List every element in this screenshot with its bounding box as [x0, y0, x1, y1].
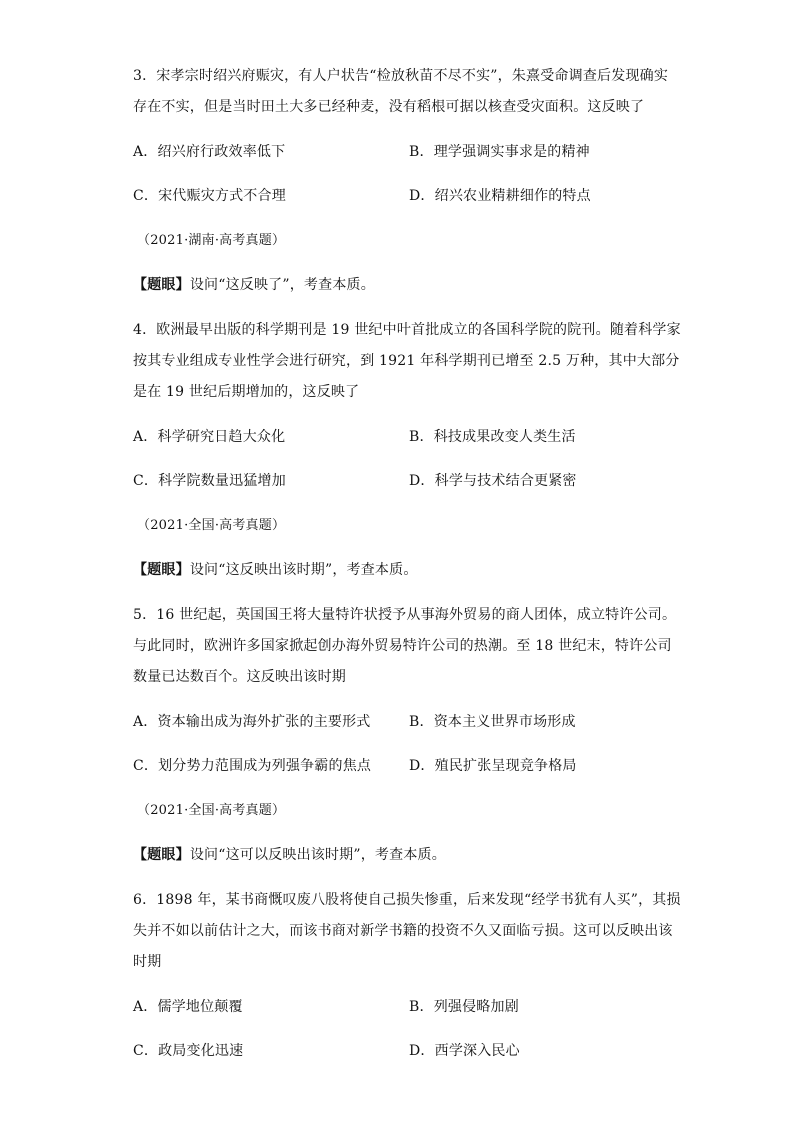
tip-label: 【题眼】: [133, 277, 190, 293]
question-5-option-d: D．殖民扩张呈现竞争格局: [409, 758, 577, 774]
question-6-stem-line-2: 失并不如以前估计之大，而该书商对新学书籍的投资不久又面临亏损。这可以反映出该: [133, 923, 673, 939]
question-5-stem-line-1: 5．16 世纪起，英国国王将大量特许状授予从事海外贸易的商人团体，成立特许公司。: [133, 607, 677, 623]
question-6-stem-line-3: 时期: [133, 954, 162, 970]
question-6-stem-line-1: 6．1898 年，某书商慨叹废八股将使自己损失惨重，后来发现“经学书犹有人买”，其损: [133, 892, 681, 908]
tip-label: 【题眼】: [133, 847, 190, 863]
question-5-option-a: A．资本输出成为海外扩张的主要形式: [133, 714, 371, 730]
question-4-stem-line-3: 是在 19 世纪后期增加的，这反映了: [133, 384, 360, 400]
question-6-option-c: C．政局变化迅速: [133, 1043, 244, 1059]
question-4-tip: [133, 560, 418, 580]
question-5-stem-line-3: 数量已达数百个。这反映出该时期: [133, 669, 346, 685]
question-6-option-a: A．儒学地位颠覆: [133, 999, 243, 1015]
question-3-option-b: B．理学强调实事求是的精神: [409, 144, 590, 160]
question-3-option-c: C．宋代赈灾方式不合理: [133, 188, 286, 204]
question-3-option-a: A．绍兴府行政效率低下: [133, 144, 286, 160]
question-3-stem-line-2: 存在不实，但是当时田土大多已经种麦，没有稻根可据以核查受灾面积。这反映了: [133, 99, 645, 115]
question-4-option-d: D．科学与技术结合更紧密: [409, 473, 577, 489]
tip-label: 【题眼】: [133, 562, 190, 578]
tip-text: 设问“这反映出该时期”，考查本质。: [189, 562, 418, 578]
question-4-option-b: B．科技成果改变人类生活: [409, 429, 576, 445]
question-3-option-d: D．绍兴农业精耕细作的特点: [409, 188, 591, 204]
question-5-option-b: B．资本主义世界市场形成: [409, 714, 576, 730]
question-4-source: （2021·全国·高考真题）: [137, 518, 286, 533]
question-4-stem-line-2: 按其专业组成专业性学会进行研究，到 1921 年科学期刊已增至 2.5 万种，其中大部分: [133, 353, 680, 369]
question-5-stem-line-2: 与此同时，欧洲许多国家掀起创办海外贸易特许公司的热潮。至 18 世纪末，特许公司: [133, 638, 672, 654]
question-3-stem-line-1: 3．宋孝宗时绍兴府赈灾，有人户状告“检放秋苗不尽不实”，朱熹受命调查后发现确实: [133, 68, 669, 84]
question-3-tip: [133, 275, 375, 295]
question-4-option-a: A．科学研究日趋大众化: [133, 429, 286, 445]
question-6-option-d: D．西学深入民心: [409, 1043, 520, 1059]
question-6-option-b: B．列强侵略加剧: [409, 999, 519, 1015]
tip-text: 设问“这可以反映出该时期”，考查本质。: [189, 847, 446, 863]
question-4-stem-line-1: 4．欧洲最早出版的科学期刊是 19 世纪中叶首批成立的各国科学院的院刊。随着科学家: [133, 322, 681, 338]
question-5-tip: [133, 845, 446, 865]
question-3-source: （2021·湖南·高考真题）: [137, 233, 286, 248]
question-5-source: （2021·全国·高考真题）: [137, 803, 286, 818]
question-4-option-c: C．科学院数量迅猛增加: [133, 473, 286, 489]
tip-text: 设问“这反映了”，考查本质。: [189, 277, 375, 293]
question-5-option-c: C．划分势力范围成为列强争霸的焦点: [133, 758, 372, 774]
